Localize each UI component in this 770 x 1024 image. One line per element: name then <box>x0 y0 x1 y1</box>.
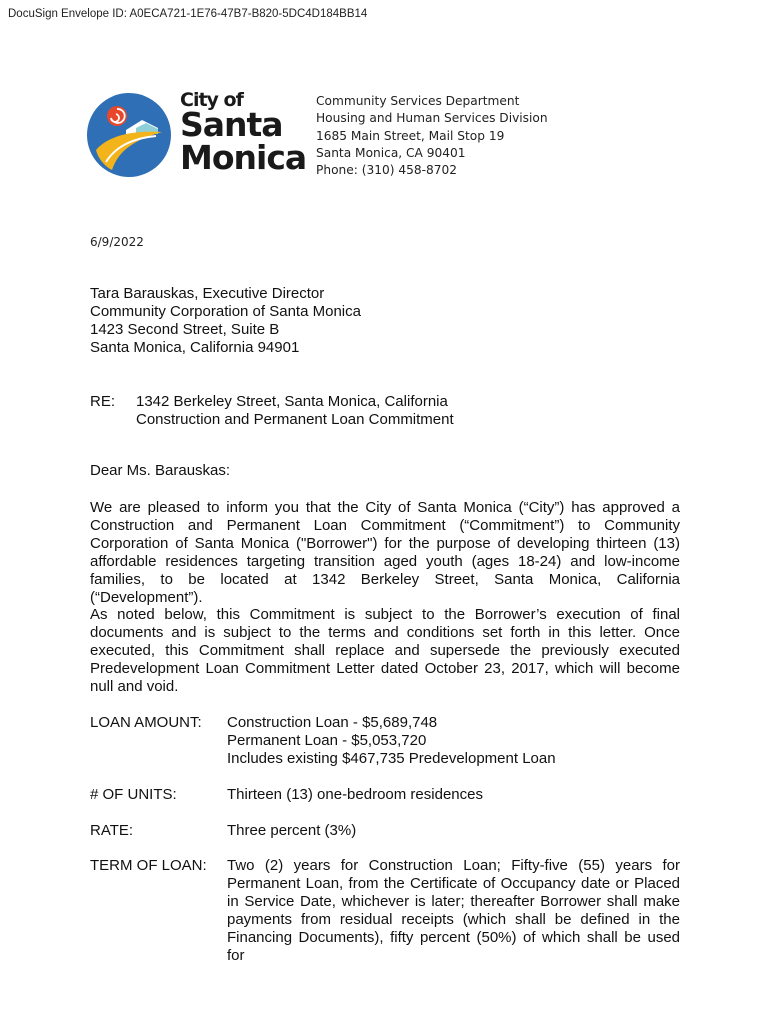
loan-amount-line: Includes existing $467,735 Predevelopment Loan <box>227 750 556 767</box>
recipient-address <box>90 285 361 357</box>
loan-amount-line: Permanent Loan - $5,053,720 <box>227 732 427 749</box>
wordmark-santa: Santa <box>180 105 283 144</box>
re-line: Construction and Permanent Loan Commitment <box>136 411 454 428</box>
rate-value: Three percent (3%) <box>227 822 357 839</box>
department-line: 1685 Main Street, Mail Stop 19 <box>316 128 505 143</box>
department-line: Community Services Department <box>316 94 520 108</box>
re-label: RE: <box>90 393 116 410</box>
rate-label: RATE: <box>90 822 134 839</box>
recipient-line: Community Corporation of Santa Monica <box>90 303 361 320</box>
term-of-loan-value: Two (2) years for Construction Loan; Fifty-five (55) years for Permanent Loan, from the Certificate of Occupancy date or Placed in Service Date, whichever is later; thereafter Borrower shall make payments from residual receipts (which shall be defined in the Financing Documents), fifty percent (50%) of which shall be used for <box>227 857 680 964</box>
docusign-envelope-id: DocuSign Envelope ID: A0ECA721-1E76-47B7-B820-5DC4D184BB14 <box>8 8 368 20</box>
term-of-loan-label: TERM OF LOAN: <box>90 857 207 874</box>
recipient-line: Tara Barauskas, Executive Director <box>90 285 325 302</box>
re-subject <box>136 393 454 429</box>
city-logo <box>86 89 306 181</box>
re-line: 1342 Berkeley Street, Santa Monica, California <box>136 393 448 410</box>
units-label: # OF UNITS: <box>90 786 177 803</box>
wordmark-monica: Monica <box>180 138 307 177</box>
salutation: Dear Ms. Barauskas: <box>90 462 231 479</box>
city-seal-icon <box>86 92 172 178</box>
loan-amount-label: LOAN AMOUNT: <box>90 714 202 731</box>
recipient-line: Santa Monica, California 94901 <box>90 339 300 356</box>
department-address-block <box>316 93 548 179</box>
body-paragraph: As noted below, this Commitment is subject to the Borrower’s execution of final documents and is subject to the terms and conditions set forth in this letter. Once executed, this Commitment shall replace and supersede the previously executed Predevelopment Loan Commitment Letter dated October 23, 2017, which will become null and void. <box>90 606 680 695</box>
wordmark-city-of: City of <box>180 89 243 111</box>
letter-date: 6/9/2022 <box>90 235 144 249</box>
loan-amount-value <box>227 714 680 768</box>
department-line: Phone: (310) 458-8702 <box>316 163 458 178</box>
units-value: Thirteen (13) one-bedroom residences <box>227 786 483 803</box>
recipient-line: 1423 Second Street, Suite B <box>90 321 280 338</box>
department-line: Housing and Human Services Division <box>316 111 548 126</box>
body-paragraph: We are pleased to inform you that the City of Santa Monica (“City”) has approved a Construction and Permanent Loan Commitment (“Commitment”) to Community Corporation of Santa Monica ("Borrower") for the purpose of developing thirteen (13) affordable residences targeting transition aged youth (ages 18-24) and low-income families, to be located at 1342 Berkeley Street, Santa Monica, California (“Development”). <box>90 499 680 606</box>
department-line: Santa Monica, CA 90401 <box>316 145 466 160</box>
loan-amount-line: Construction Loan - $5,689,748 <box>227 714 438 731</box>
